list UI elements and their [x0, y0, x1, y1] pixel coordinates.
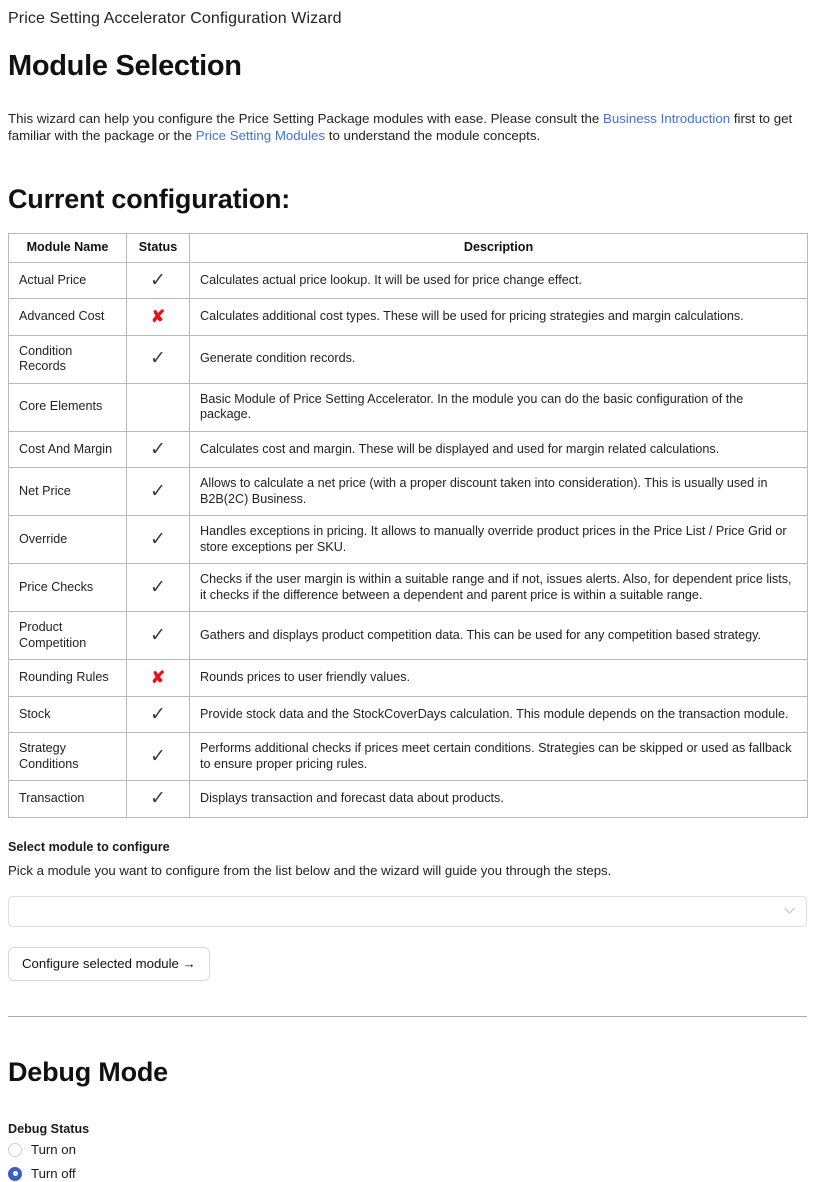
- cell-status: [127, 612, 190, 660]
- check-icon: ✓: [150, 528, 166, 550]
- table-row: [9, 733, 808, 781]
- table-head: [9, 234, 808, 263]
- table-header-row: [9, 234, 808, 263]
- column-header-module-name: Module Name: [9, 234, 127, 263]
- price-setting-modules-link[interactable]: Price Setting Modules: [195, 127, 326, 143]
- app-title: Price Setting Accelerator Configuration Wizard: [8, 10, 342, 27]
- radio-dot: [13, 1171, 18, 1176]
- cell-description: Checks if the user margin is within a suitable range and if not, issues alerts. Also, for dependent price lists, it checks if the difference between a dependent and parent price is within a suitable range.: [190, 564, 808, 612]
- column-header-status: Status: [127, 234, 190, 263]
- current-configuration-table: [8, 233, 808, 818]
- cell-status: [127, 262, 190, 299]
- check-icon: ✓: [150, 348, 166, 370]
- debug-radio-label: Turn on: [31, 1141, 76, 1157]
- cell-module-name: Core Elements: [9, 383, 127, 431]
- cell-description: Handles exceptions in pricing. It allows to manually override product prices in the Price List / Price Grid or store exceptions per SKU.: [190, 516, 808, 564]
- cell-description: Calculates cost and margin. These will be displayed and used for margin related calculations.: [190, 431, 808, 468]
- table-row: [9, 335, 808, 383]
- debug-radio-option-turn-on[interactable]: [8, 1142, 807, 1158]
- section-divider: [8, 1016, 807, 1017]
- cell-module-name: Product Competition: [9, 612, 127, 660]
- cell-status: [127, 781, 190, 818]
- check-icon: ✓: [150, 703, 166, 725]
- check-icon: ✓: [150, 624, 166, 646]
- table-row: [9, 660, 808, 697]
- module-select-label: Select module to configure: [8, 839, 170, 854]
- module-select-help: Pick a module you want to configure from the list below and the wizard will guide you through the steps.: [8, 862, 612, 878]
- cell-status: [127, 335, 190, 383]
- radio-unselected-icon[interactable]: [8, 1143, 22, 1157]
- check-icon: ✓: [150, 438, 166, 460]
- cell-status: [127, 696, 190, 733]
- module-select-wrapper: [8, 896, 807, 927]
- table-body: [9, 262, 808, 817]
- debug-status-label: Debug Status: [8, 1121, 90, 1136]
- table-row: [9, 612, 808, 660]
- business-introduction-link[interactable]: Business Introduction: [603, 111, 731, 126]
- table-row: [9, 299, 808, 336]
- cell-status: [127, 383, 190, 431]
- intro-paragraph: [8, 111, 807, 144]
- current-configuration-heading: Current configuration:: [8, 184, 291, 214]
- cell-module-name: Transaction: [9, 781, 127, 818]
- cell-module-name: Override: [9, 516, 127, 564]
- cell-module-name: Stock: [9, 696, 127, 733]
- table-row: [9, 468, 808, 516]
- cell-description: Performs additional checks if prices meet certain conditions. Strategies can be skipped or used as fallback to ensure proper pricing rules.: [190, 733, 808, 781]
- cell-description: Gathers and displays product competition data. This can be used for any competition based strategy.: [190, 612, 808, 660]
- cell-status: [127, 564, 190, 612]
- cross-icon: ✘: [150, 307, 166, 326]
- module-select-input[interactable]: [8, 896, 807, 927]
- cell-module-name: Strategy Conditions: [9, 733, 127, 781]
- table-row: [9, 781, 808, 818]
- table-row: [9, 383, 808, 431]
- table-row: [9, 696, 808, 733]
- table-row: [9, 516, 808, 564]
- cross-icon: ✘: [150, 668, 166, 687]
- check-icon: ✓: [150, 269, 166, 291]
- cell-description: Rounds prices to user friendly values.: [190, 660, 808, 697]
- cell-module-name: Rounding Rules: [9, 660, 127, 697]
- check-icon: ✓: [150, 480, 166, 502]
- cell-description: Basic Module of Price Setting Accelerator. In the module you can do the basic configuration of the package.: [190, 383, 808, 431]
- table-row: [9, 431, 808, 468]
- cell-status: [127, 516, 190, 564]
- cell-module-name: Condition Records: [9, 335, 127, 383]
- cell-status: [127, 660, 190, 697]
- debug-radio-label: Turn off: [31, 1165, 76, 1181]
- cell-description: Calculates actual price lookup. It will be used for price change effect.: [190, 262, 808, 299]
- cell-description: Provide stock data and the StockCoverDays calculation. This module depends on the transaction module.: [190, 696, 808, 733]
- cell-status: [127, 299, 190, 336]
- page-title: Module Selection: [8, 50, 242, 82]
- intro-text-part3: to understand the module concepts.: [325, 127, 541, 143]
- table-row: [9, 564, 808, 612]
- intro-text-part1: This wizard can help you configure the Price Setting Package modules with ease. Please consult the: [8, 111, 603, 126]
- table-row: [9, 262, 808, 299]
- cell-status: [127, 733, 190, 781]
- cell-module-name: Price Checks: [9, 564, 127, 612]
- debug-status-radio-group: [8, 1142, 807, 1182]
- column-header-description: Description: [190, 234, 808, 263]
- debug-mode-heading: Debug Mode: [8, 1056, 168, 1087]
- cell-module-name: Cost And Margin: [9, 431, 127, 468]
- cell-module-name: Net Price: [9, 468, 127, 516]
- check-icon: ✓: [150, 745, 166, 767]
- cell-description: Calculates additional cost types. These will be used for pricing strategies and margin calculations.: [190, 299, 808, 336]
- cell-status: [127, 431, 190, 468]
- cell-status: [127, 468, 190, 516]
- cell-description: Displays transaction and forecast data about products.: [190, 781, 808, 818]
- cell-description: Allows to calculate a net price (with a proper discount taken into consideration). This is usually used in B2B(2C) Business.: [190, 468, 808, 516]
- cell-description: Generate condition records.: [190, 335, 808, 383]
- intro-text-part2: first to get familiar with the package or the: [8, 111, 793, 143]
- configure-selected-module-button[interactable]: Configure selected module →: [8, 947, 210, 981]
- check-icon: ✓: [150, 788, 166, 809]
- check-icon: ✓: [150, 576, 166, 598]
- debug-radio-option-turn-off[interactable]: [8, 1166, 807, 1182]
- cell-module-name: Advanced Cost: [9, 299, 127, 336]
- cell-module-name: Actual Price: [9, 262, 127, 299]
